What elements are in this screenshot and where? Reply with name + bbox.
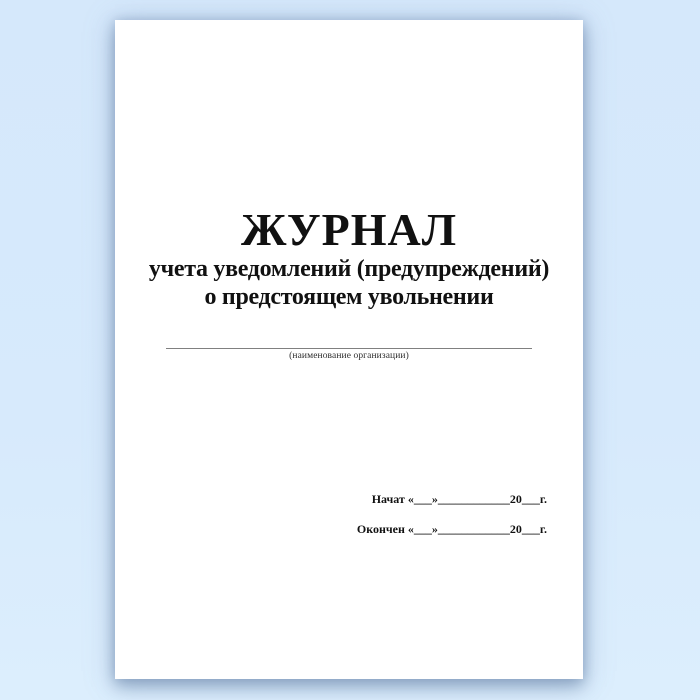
journal-subtitle-line1: учета уведомлений (предупреждений) [148,256,550,282]
date-started-line: Начат «___»____________20___г. [371,492,547,506]
organization-name-caption: (наименование организации) [289,351,409,361]
journal-cover-page [115,20,583,679]
date-finished-line: Окончен «___»____________20___г. [356,522,547,536]
journal-subtitle-line2: о предстоящем увольнении [204,284,494,310]
organization-name-blank-line [166,320,532,349]
organization-name-field [166,320,532,361]
journal-title: ЖУРНАЛ [241,204,457,255]
journal-dates-block [357,484,547,544]
title-block [115,205,583,311]
